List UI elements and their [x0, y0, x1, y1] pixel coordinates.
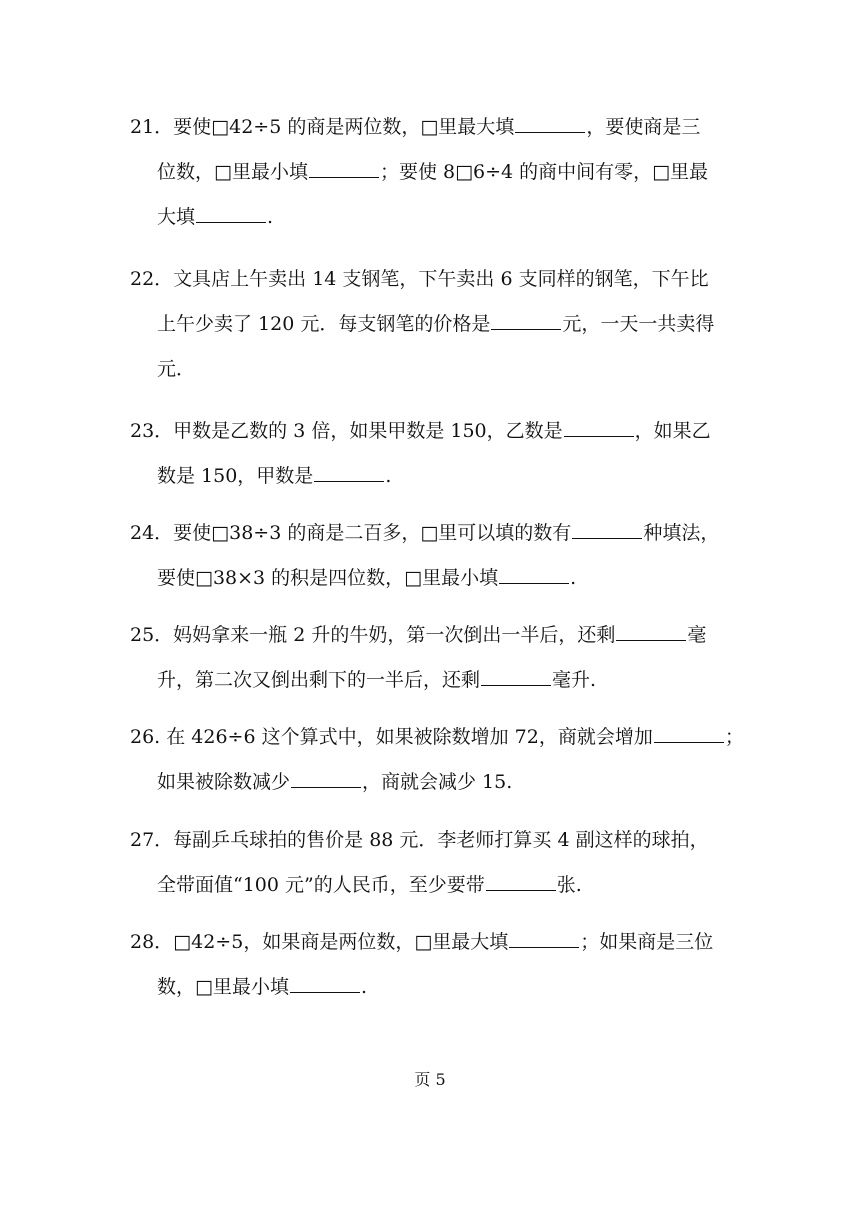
answer-blank[interactable]: [654, 741, 724, 743]
question-line: [0, 665, 860, 695]
question-text: 25．妈妈拿来一瓶 2 升的牛奶，第一次倒出一半后，还剩: [130, 624, 616, 646]
answer-blank[interactable]: [564, 435, 634, 437]
question-line: [0, 927, 860, 957]
question-line: [0, 264, 860, 294]
question-line: [0, 202, 860, 232]
question-text: 升，第二次又倒出剩下的一半后，还剩: [157, 669, 481, 691]
question-text: 23．甲数是乙数的 3 倍，如果甲数是 150，乙数是: [130, 420, 563, 442]
question-line: [0, 825, 860, 855]
question-text: 毫升.: [552, 669, 597, 691]
question-text: 全带面值“100 元”的人民币，至少要带: [157, 874, 485, 896]
answer-blank[interactable]: [491, 328, 561, 330]
answer-blank[interactable]: [509, 946, 579, 948]
question-line: [0, 722, 860, 752]
answer-blank[interactable]: [291, 786, 361, 788]
question-text: ，商就会减少 15.: [362, 771, 513, 793]
question-text: 位数，□里最小填: [157, 161, 308, 183]
question-line: [0, 354, 860, 384]
question-line: [0, 518, 860, 548]
question-text: .: [267, 206, 274, 228]
question-line: [0, 767, 860, 797]
answer-blank[interactable]: [196, 221, 266, 223]
answer-blank[interactable]: [309, 176, 379, 178]
question-text: 张.: [556, 874, 582, 896]
question-text: ；要使 8□6÷4 的商中间有零，□里最: [379, 161, 709, 183]
question-text: ；如果商是三位: [580, 931, 714, 953]
question-text: 元，一天一共卖得: [562, 313, 715, 335]
question-text: 种填法，: [643, 522, 720, 544]
question-text: 大填: [157, 206, 196, 228]
question-text: 28．□42÷5，如果商是两位数，□里最大填: [130, 931, 509, 953]
question-text: ，如果乙: [634, 420, 711, 442]
answer-blank[interactable]: [572, 537, 642, 539]
question-text: 要使□38×3 的积是四位数，□里最小填: [157, 567, 499, 589]
question-line: [0, 870, 860, 900]
question-text: 元．: [157, 358, 196, 380]
page-number: 页 5: [414, 1070, 446, 1089]
question-text: 上午少卖了 120 元．每支钢笔的价格是: [157, 313, 491, 335]
question-text: ，要使商是三: [586, 116, 701, 138]
question-text: .: [570, 567, 577, 589]
question-line: [0, 112, 860, 142]
question-line: [0, 416, 860, 446]
answer-blank[interactable]: [486, 889, 556, 891]
answer-blank[interactable]: [314, 480, 384, 482]
question-text: ；: [724, 726, 744, 748]
question-text: 数，□里最小填: [157, 976, 289, 998]
answer-blank[interactable]: [290, 991, 360, 993]
question-line: [0, 563, 860, 593]
question-line: [0, 972, 860, 1002]
question-text: 数是 150，甲数是: [157, 465, 314, 487]
question-text: 27．每副乒乓球拍的售价是 88 元．李老师打算买 4 副这样的球拍，: [130, 829, 709, 851]
question-text: 毫: [687, 624, 707, 646]
answer-blank[interactable]: [481, 684, 551, 686]
question-line: [0, 157, 860, 187]
question-line: [0, 620, 860, 650]
question-text: 21．要使□42÷5 的商是两位数，□里最大填: [130, 116, 515, 138]
answer-blank[interactable]: [616, 639, 686, 641]
question-text: 26. 在 426÷6 这个算式中，如果被除数增加 72，商就会增加: [130, 726, 653, 748]
question-text: 22．文具店上午卖出 14 支钢笔，下午卖出 6 支同样的钢笔，下午比: [130, 268, 709, 290]
question-line: [0, 309, 860, 339]
question-line: [0, 461, 860, 491]
question-text: .: [385, 465, 392, 487]
question-text: 如果被除数减少: [157, 771, 291, 793]
question-text: 24．要使□38÷3 的商是二百多，□里可以填的数有: [130, 522, 572, 544]
question-text: .: [360, 976, 367, 998]
answer-blank[interactable]: [515, 131, 585, 133]
answer-blank[interactable]: [499, 582, 569, 584]
